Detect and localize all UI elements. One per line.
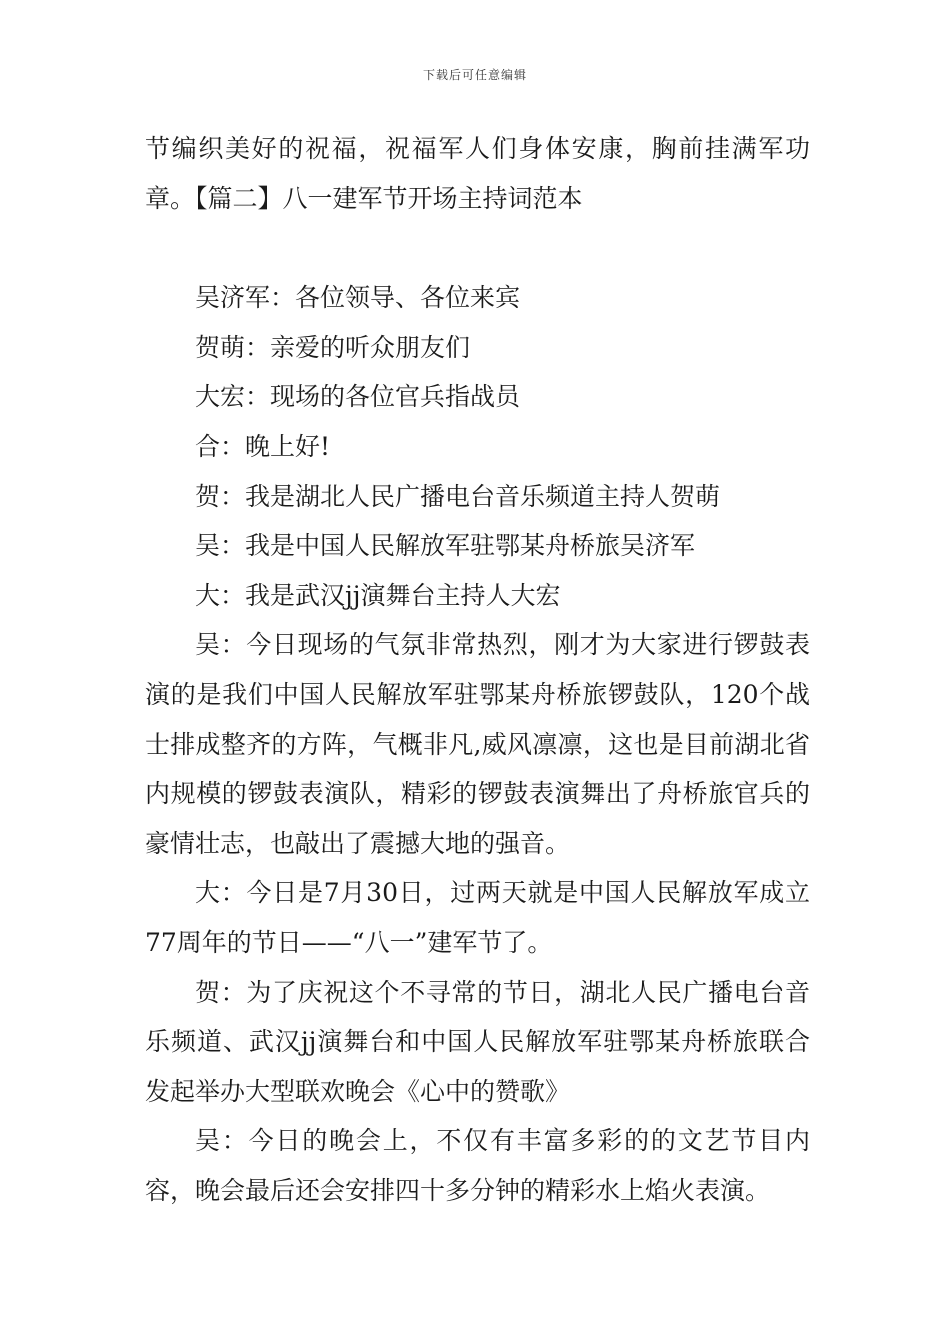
dialogue-line-he-intro: 贺：我是湖北人民广播电台音乐频道主持人贺萌 [195, 481, 721, 511]
dialogue-line-together: 合：晚上好! [195, 431, 331, 461]
dialogue-line-wu-jijun: 吴济军：各位领导、各位来宾 [195, 283, 521, 313]
dialogue-paragraph-wu-drums: 吴：今日现场的气氛非常热烈，刚才为大家进行锣鼓表演的是我们中国人民解放军驻鄂某舟桥旅锣鼓队，120个战士排成整齐的方阵，气概非凡,威风凛凛，这也是目前湖北省内规模的锣鼓表演队，精彩的锣鼓表演舞出了舟桥旅官兵的豪情壮志，也敲出了震撼大地的强音。 [145, 630, 810, 858]
dialogue-line-da-hong: 大宏：现场的各位官兵指战员 [195, 382, 521, 412]
dialogue-line-he-meng: 贺萌：亲爱的听众朋友们 [195, 332, 471, 362]
paragraph-gap [145, 223, 810, 273]
dialogue-line-da-intro: 大：我是武汉jj演舞台主持人大宏 [195, 580, 561, 610]
paragraph-continuation: 节编织美好的祝福，祝福军人们身体安康，胸前挂满军功章。【篇二】八一建军节开场主持词范本 [145, 134, 810, 213]
dialogue-paragraph-da-date: 大：今日是7月30日，过两天就是中国人民解放军成立77周年的节日——“八一”建军节了。 [145, 878, 810, 957]
page-header-note: 下载后可任意编辑 [422, 68, 527, 82]
dialogue-line-wu-intro: 吴：我是中国人民解放军驻鄂某舟桥旅吴济军 [195, 531, 696, 561]
document-body [145, 124, 810, 1215]
dialogue-paragraph-he-celebration: 贺：为了庆祝这个不寻常的节日，湖北人民广播电台音乐频道、武汉jj演舞台和中国人民解放军驻鄂某舟桥旅联合发起举办大型联欢晚会《心中的赞歌》 [145, 977, 810, 1106]
dialogue-paragraph-wu-fireworks: 吴：今日的晚会上，不仅有丰富多彩的的文艺节目内容，晚会最后还会安排四十多分钟的精彩水上焰火表演。 [145, 1126, 810, 1205]
